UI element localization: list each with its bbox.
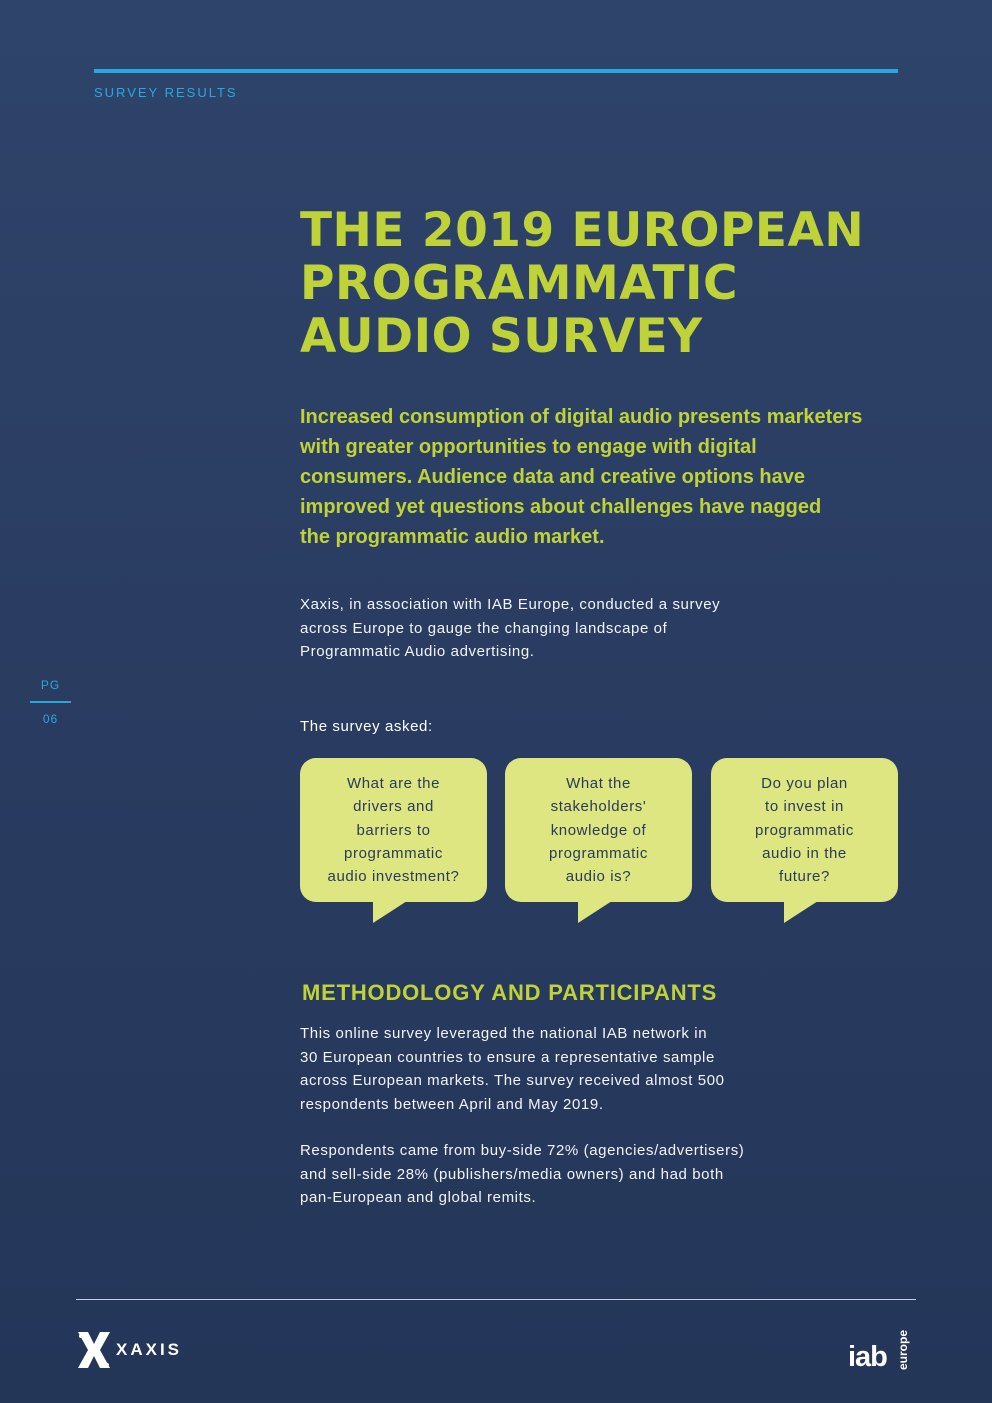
- speech-bubble-tail: [373, 901, 407, 923]
- page-title: [300, 204, 920, 363]
- participants-line: and sell-side 28% (publishers/media owners) and had both: [300, 1165, 724, 1183]
- participants-paragraph: [300, 1139, 820, 1210]
- speech-bubble-tail: [578, 901, 612, 923]
- iab-logo-text: iab: [848, 1341, 887, 1373]
- xaxis-logo: [76, 1330, 182, 1370]
- question-line: drivers and: [353, 798, 434, 816]
- question-line: to invest in: [765, 798, 844, 816]
- iab-europe-logo: [848, 1308, 918, 1372]
- intro-line: the programmatic audio market.: [300, 526, 605, 548]
- question-line: Do you plan: [761, 775, 848, 792]
- question-bubble: [505, 758, 692, 902]
- methodology-line: This online survey leveraged the national IAB network in: [300, 1025, 708, 1042]
- intro-line: improved yet questions about challenges have nagged: [300, 496, 822, 518]
- question-line: audio is?: [565, 868, 632, 886]
- question-line: audio in the: [762, 844, 847, 862]
- intro-line: Increased consumption of digital audio presents marketers: [300, 406, 863, 428]
- participants-line: Respondents came from buy-side 72% (agencies/advertisers): [300, 1142, 745, 1159]
- page-number: 06: [42, 712, 59, 726]
- question-bubble: [711, 758, 898, 902]
- question-bubble: [300, 758, 487, 902]
- intro-line: consumers. Audience data and creative options have: [300, 466, 805, 488]
- methodology-paragraph: [300, 1022, 820, 1116]
- methodology-heading: METHODOLOGY AND PARTICIPANTS: [302, 980, 718, 1005]
- participants-line: pan-European and global remits.: [300, 1189, 537, 1206]
- description-line: Xaxis, in association with IAB Europe, conducted a survey: [300, 596, 721, 613]
- intro-line: with greater opportunities to engage with digital: [300, 436, 757, 458]
- question-line: stakeholders': [550, 798, 647, 816]
- methodology-line: across European markets. The survey received almost 500: [300, 1072, 725, 1089]
- speech-bubble-tail: [784, 901, 818, 923]
- methodology-line: 30 European countries to ensure a representative sample: [300, 1048, 715, 1066]
- top-rule: [94, 69, 898, 73]
- question-line: future?: [779, 868, 830, 886]
- xaxis-logo-text: XAXIS: [116, 1340, 183, 1359]
- survey-asked-label: The survey asked:: [300, 718, 433, 735]
- question-line: audio investment?: [327, 868, 460, 886]
- question-line: programmatic: [344, 844, 443, 862]
- question-line: What the: [566, 775, 631, 792]
- question-line: knowledge of: [550, 821, 647, 839]
- description-line: Programmatic Audio advertising.: [300, 643, 535, 660]
- methodology-line: respondents between April and May 2019.: [300, 1095, 604, 1113]
- question-line: What are the: [346, 775, 441, 792]
- xaxis-x-icon: [76, 1330, 112, 1370]
- question-line: programmatic: [549, 844, 648, 862]
- title-line: THE 2019 EUROPEAN: [300, 203, 865, 258]
- section-label: SURVEY RESULTS: [94, 85, 238, 100]
- footer-divider: [76, 1299, 916, 1300]
- title-line: AUDIO SURVEY: [300, 309, 703, 364]
- page-marker-label: PG: [40, 678, 61, 692]
- intro-paragraph: [300, 402, 910, 552]
- description-line: across Europe to gauge the changing landscape of: [300, 619, 668, 637]
- question-line: barriers to: [356, 821, 431, 839]
- page-marker-divider: [30, 701, 71, 703]
- title-line: PROGRAMMATIC: [300, 256, 739, 311]
- description-paragraph: [300, 593, 800, 664]
- page-marker: [30, 678, 71, 726]
- iab-logo-sub: europe: [896, 1329, 910, 1370]
- question-line: programmatic: [755, 821, 854, 839]
